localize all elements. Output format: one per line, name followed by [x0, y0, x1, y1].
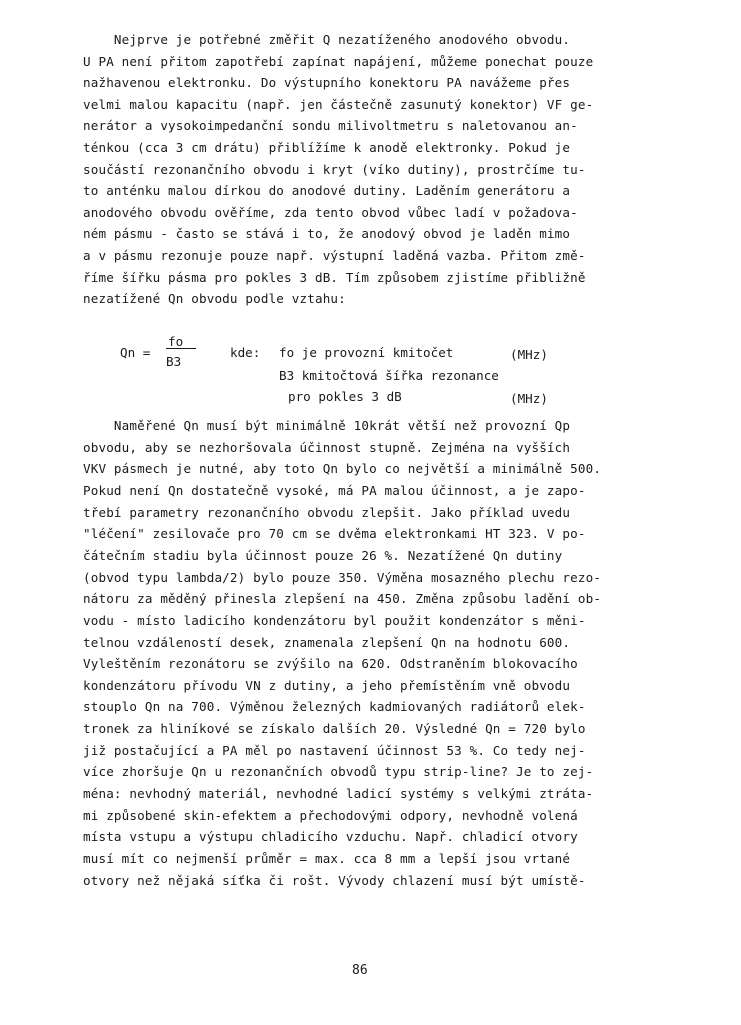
- text-line: ténkou (cca 3 cm drátu) přiblížíme k anodě elektronky. Pokud je: [83, 140, 571, 155]
- text-line: U PA není přitom zapotřebí zapínat napájení, můžeme ponechat pouze: [83, 53, 594, 69]
- text-line: (obvod typu lambda/2) bylo pouze 350. Výměna mosazného plechu rezo-: [83, 569, 602, 585]
- text-line: tronek za hliníkové se získalo dalších 20. Výsledné Qn = 720 bylo: [83, 721, 586, 737]
- text-line: nerátor a vysokoimpedanční sondu milivoltmetru s naletovanou an-: [83, 118, 578, 134]
- formula-kde-label: kde:: [230, 345, 261, 360]
- text-line: Pokud není Qn dostatečně vysoké, má PA malou účinnost, a je zapo-: [83, 482, 586, 498]
- text-line: již postačující a PA měl po nastavení účinnost 53 %. Co tedy nej-: [83, 742, 586, 758]
- text-line: mi způsobené skin-efektem a přechodovými odpory, nevhodně volená: [83, 807, 578, 823]
- text-line: Naměřené Qn musí být minimálně 10krát větší než provozní Qp: [83, 418, 571, 433]
- fraction-bar: [166, 348, 196, 349]
- text-line: místa vstupu a výstupu chladicího vzduchu. Např. chladicí otvory: [83, 829, 578, 845]
- text-line: více zhoršuje Qn u rezonančních obvodů typu strip-line? Je to zej-: [83, 764, 594, 780]
- text-line: stouplo Qn na 700. Výměnou železných kadmiovaných radiátorů elek-: [83, 699, 586, 715]
- text-line: součástí rezonančního obvodu i kryt (víko dutiny), prostrčíme tu-: [83, 161, 586, 177]
- formula-def-b3: B3 kmitočtová šířka rezonance: [279, 368, 499, 383]
- formula-unit-b3: (MHz): [510, 391, 548, 406]
- text-line: vodu - místo ladicího kondenzátoru byl použit kondenzátor s měni-: [83, 612, 586, 628]
- text-line: obvodu, aby se nezhoršovala účinnost stupně. Zejména na vyšších: [83, 439, 571, 455]
- text-line: ména: nevhodný materiál, nevhodné ladicí systémy s velkými ztráta-: [83, 786, 594, 802]
- text-line: otvory než nějaká síťka či rošt. Vývody chlazení musí být umístě-: [83, 872, 586, 888]
- formula-unit-fo: (MHz): [510, 347, 548, 362]
- formula-def-pokles: pro pokles 3 dB: [288, 389, 402, 404]
- text-line: telnou vzdáleností desek, znamenala zlepšení Qn na hodnotu 600.: [83, 634, 571, 650]
- text-line: a v pásmu rezonuje pouze např. výstupní laděná vazba. Přitom změ-: [83, 248, 586, 263]
- page-number: 86: [352, 963, 368, 978]
- text-line: anodového obvodu ověříme, zda tento obvod vůbec ladí v požadova-: [83, 204, 578, 220]
- text-line: kondenzátoru přívodu VN z dutiny, a jeho přemístěním vně obvodu: [83, 677, 571, 693]
- text-line: nažhavenou elektronku. Do výstupního konektoru PA navážeme přes: [83, 75, 571, 91]
- formula-numerator: fo: [168, 334, 184, 349]
- text-line: nezatížené Qn obvodu podle vztahu:: [83, 291, 346, 307]
- text-line: musí mít co nejmenší průměr = max. cca 8 mm a lepší jsou vrtané: [83, 851, 571, 866]
- text-line: VKV pásmech je nutné, aby toto Qn bylo co největší a minimálně 500.: [83, 461, 602, 477]
- text-line: to anténku malou dírkou do anodové dutiny. Laděním generátoru a: [83, 183, 571, 199]
- formula-denominator: B3: [166, 354, 182, 369]
- text-line: ném pásmu - často se stává i to, že anodový obvod je laděn mimo: [83, 226, 571, 242]
- text-line: velmi malou kapacitu (např. jen částečně zasunutý konektor) VF ge-: [83, 96, 594, 112]
- text-line: Nejprve je potřebné změřit Q nezatíženého anodového obvodu.: [83, 32, 571, 47]
- formula-lhs: Qn =: [120, 345, 151, 360]
- text-line: říme šířku pásma pro pokles 3 dB. Tím způsobem zjistíme přibližně: [83, 269, 586, 285]
- text-line: Vyleštěním rezonátoru se zvýšilo na 620. Odstraněním blokovacího: [83, 656, 578, 672]
- text-line: nátoru za měděný přinesla zlepšení na 450. Změna způsobu ladění ob-: [83, 591, 602, 607]
- text-line: třebí parametry rezonančního obvodu zlepšit. Jako příklad uvedu: [83, 504, 571, 520]
- text-line: čátečním stadiu byla účinnost pouze 26 %. Nezatížené Qn dutiny: [83, 547, 563, 563]
- formula-def-fo: fo je provozní kmitočet: [279, 345, 454, 360]
- text-line: "léčení" zesilovače pro 70 cm se dvěma elektronkami HT 323. V po-: [83, 526, 586, 542]
